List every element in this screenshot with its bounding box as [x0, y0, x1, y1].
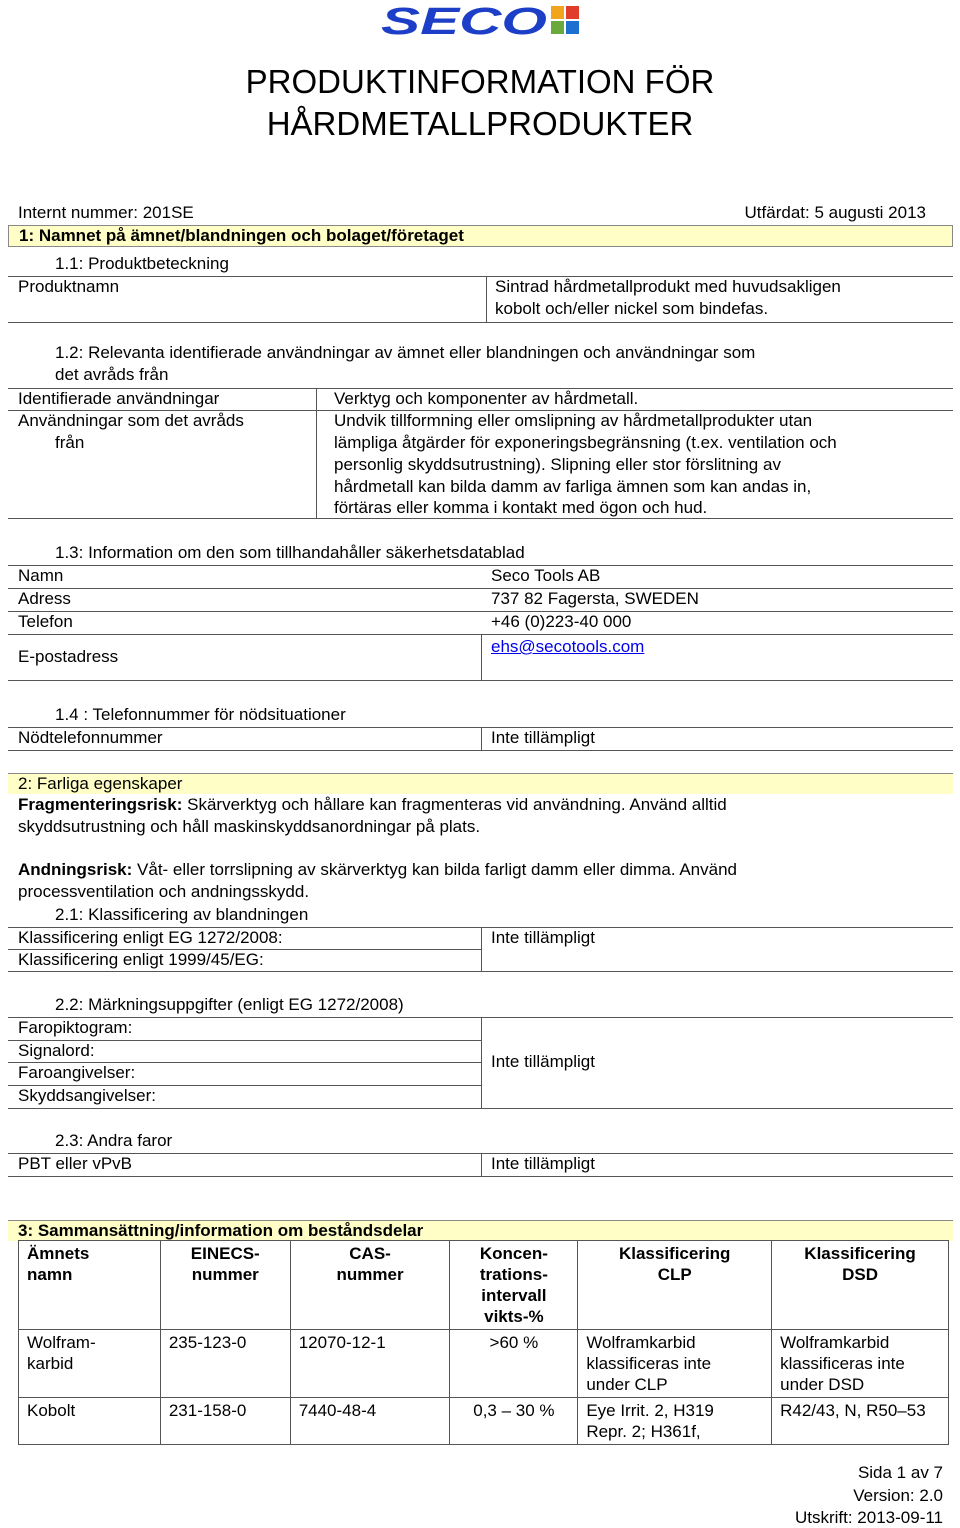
logo-square — [566, 21, 579, 34]
fragmentation-text-2: skyddsutrustning och håll maskinskyddsanordningar på plats. — [18, 817, 481, 836]
advised-against-line: hårdmetall kan bilda damm av farliga ämnen som kan andas in, — [334, 477, 812, 496]
dsd-classification: R42/43, N, R50–53 — [772, 1398, 949, 1445]
section-2-3-heading: 2.3: Andra faror — [55, 1131, 173, 1150]
internal-number: Internt nummer: 201SE — [18, 203, 194, 222]
divider — [8, 322, 953, 323]
print-date: Utskrift: 2013-09-11 — [794, 1508, 943, 1527]
logo-square — [566, 6, 579, 19]
section-1-2-heading-2: det avråds från — [55, 365, 169, 384]
divider — [8, 750, 953, 751]
seco-logo — [381, 4, 581, 38]
divider — [8, 410, 953, 411]
header-concentration: Koncen- trations- intervall vikts-% — [450, 1241, 578, 1330]
table-row — [19, 1398, 949, 1445]
divider — [481, 1017, 482, 1108]
advised-against-label-2: från — [55, 433, 85, 452]
section-1-heading: 1: Namnet på ämnet/blandningen och bolaget/företaget — [8, 225, 953, 247]
phone-value: +46 (0)223-40 000 — [491, 612, 632, 631]
version: Version: 2.0 — [853, 1486, 943, 1505]
fragmentation-risk — [18, 795, 948, 815]
advised-against-line: personlig skyddsutrustning). Slipning eller stor förslitning av — [334, 455, 781, 474]
divider — [8, 588, 953, 589]
divider — [481, 727, 482, 750]
advised-against-line: förtäras eller komma i kontakt med ögon och hud. — [334, 498, 708, 517]
divider — [8, 565, 953, 566]
section-1-2-heading-1: 1.2: Relevanta identifierade användningar av ämnet eller blandningen och användningar som — [55, 343, 756, 362]
composition-header-row — [19, 1241, 949, 1330]
divider — [8, 1108, 953, 1109]
divider — [481, 927, 482, 971]
table-row — [19, 1330, 949, 1398]
einecs-number: 231-158-0 — [160, 1398, 290, 1445]
cas-number: 7440-48-4 — [290, 1398, 450, 1445]
identified-uses-label: Identifierade användningar — [18, 389, 220, 408]
divider — [8, 971, 953, 972]
section-1-4-heading: 1.4 : Telefonnummer för nödsituationer — [55, 705, 346, 724]
divider — [8, 680, 953, 681]
section-2-2-heading: 2.2: Märkningsuppgifter (enligt EG 1272/2008) — [55, 995, 404, 1014]
address-label: Adress — [18, 589, 71, 608]
divider — [481, 1153, 482, 1176]
divider — [316, 388, 317, 518]
classification-1999-label: Klassificering enligt 1999/45/EG: — [18, 950, 264, 969]
divider — [486, 276, 487, 322]
supplier-name-value: Seco Tools AB — [491, 566, 601, 585]
header-substance: Ämnets namn — [19, 1241, 161, 1330]
cas-number: 12070-12-1 — [290, 1330, 450, 1398]
page-title-line1: PRODUKTINFORMATION FÖR — [245, 63, 715, 100]
classification-eg-label: Klassificering enligt EG 1272/2008: — [18, 928, 283, 947]
address-value: 737 82 Fagersta, SWEDEN — [491, 589, 699, 608]
identified-uses-value: Verktyg och komponenter av hårdmetall. — [334, 389, 639, 408]
breathing-text-2: processventilation och andningsskydd. — [18, 882, 310, 901]
fragmentation-label: Fragmenteringsrisk: — [18, 795, 183, 814]
classification-value: Inte tillämpligt — [491, 928, 595, 947]
emergency-phone-label: Nödtelefonnummer — [18, 728, 163, 747]
concentration: >60 % — [450, 1330, 578, 1398]
section-1-1-heading: 1.1: Produktbeteckning — [55, 254, 229, 273]
header-dsd: Klassificering DSD — [772, 1241, 949, 1330]
substance-name: Kobolt — [19, 1398, 161, 1445]
section-2-1-heading: 2.1: Klassificering av blandningen — [55, 905, 309, 924]
issued-date: Utfärdat: 5 augusti 2013 — [744, 203, 926, 222]
product-name-value-1: Sintrad hårdmetallprodukt med huvudsakligen — [495, 277, 841, 296]
divider — [8, 518, 953, 519]
header-cas: CAS- nummer — [290, 1241, 450, 1330]
labelling-value: Inte tillämpligt — [491, 1052, 595, 1071]
signal-word-label: Signalord: — [18, 1041, 95, 1060]
email-label: E-postadress — [18, 647, 119, 666]
header-clp: Klassificering CLP — [578, 1241, 772, 1330]
divider — [8, 611, 953, 612]
supplier-name-label: Namn — [18, 566, 64, 585]
pbt-label: PBT eller vPvB — [18, 1154, 133, 1173]
section-3-heading: 3: Sammansättning/information om beståndsdelar — [8, 1220, 953, 1241]
breathing-label: Andningsrisk: — [18, 860, 133, 879]
header-einecs: EINECS- nummer — [160, 1241, 290, 1330]
breathing-risk — [18, 860, 948, 880]
pictogram-label: Faropiktogram: — [18, 1018, 133, 1037]
logo-square — [551, 21, 564, 34]
page-title-line2: HÅRDMETALLPRODUKTER — [266, 105, 694, 142]
advised-against-label-1: Användningar som det avråds — [18, 411, 244, 430]
pbt-value: Inte tillämpligt — [491, 1154, 595, 1173]
hazard-statements-label: Faroangivelser: — [18, 1063, 136, 1082]
einecs-number: 235-123-0 — [160, 1330, 290, 1398]
page-number: Sida 1 av 7 — [857, 1463, 943, 1482]
product-name-label: Produktnamn — [18, 277, 120, 296]
divider — [8, 1176, 953, 1177]
logo-wordmark: SECO — [381, 4, 547, 38]
advised-against-line: Undvik tillformning eller omslipning av hårdmetallprodukter utan — [334, 411, 813, 430]
divider — [8, 276, 953, 277]
divider — [8, 1040, 481, 1041]
breathing-text: Våt- eller torrslipning av skärverktyg kan bilda farligt damm eller dimma. Använd — [132, 860, 737, 879]
divider — [8, 949, 481, 950]
divider — [8, 1062, 481, 1063]
fragmentation-text: Skärverktyg och hållare kan fragmenteras vid användning. Använd alltid — [182, 795, 727, 814]
substance-name: Wolfram- karbid — [19, 1330, 161, 1398]
seco-logo-graphic — [381, 4, 581, 38]
clp-classification: Eye Irrit. 2, H319 Repr. 2; H361f, — [578, 1398, 772, 1445]
email-link[interactable]: ehs@secotools.com — [491, 637, 645, 656]
concentration: 0,3 – 30 % — [450, 1398, 578, 1445]
divider — [481, 634, 482, 680]
clp-classification: Wolframkarbid klassificeras inte under CLP — [578, 1330, 772, 1398]
phone-label: Telefon — [18, 612, 73, 631]
section-2-heading: 2: Farliga egenskaper — [8, 773, 953, 794]
composition-table — [18, 1240, 949, 1445]
emergency-phone-value: Inte tillämpligt — [491, 728, 595, 747]
divider — [8, 1085, 481, 1086]
advised-against-line: lämpliga åtgärder för exponeringsbegränsning (t.ex. ventilation och — [334, 433, 837, 452]
divider — [8, 388, 953, 389]
dsd-classification: Wolframkarbid klassificeras inte under DSD — [772, 1330, 949, 1398]
logo-square — [551, 6, 564, 19]
precaution-statements-label: Skyddsangivelser: — [18, 1086, 156, 1105]
section-1-3-heading: 1.3: Information om den som tillhandahåller säkerhetsdatablad — [55, 543, 525, 562]
product-name-value-2: kobolt och/eller nickel som bindefas. — [495, 299, 769, 318]
